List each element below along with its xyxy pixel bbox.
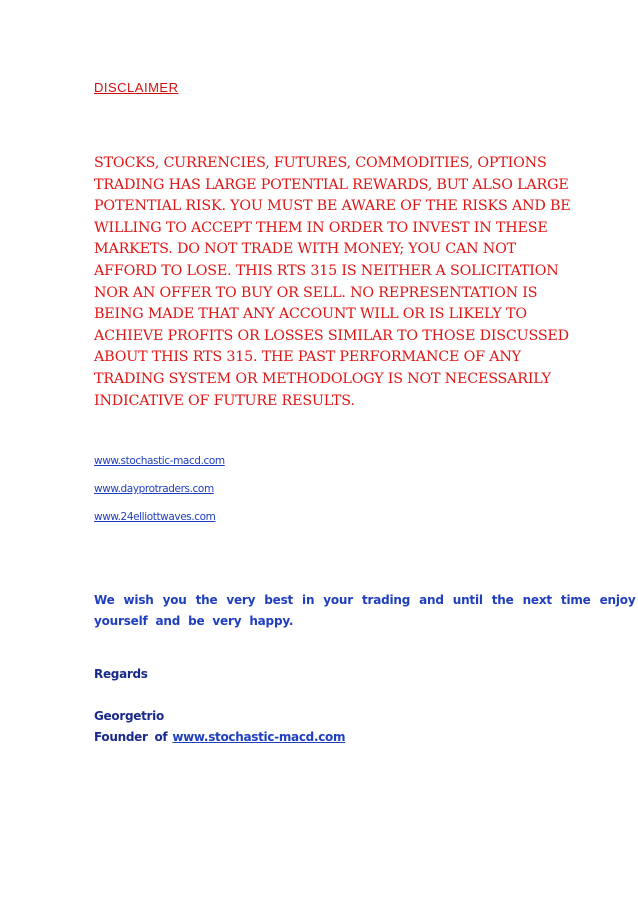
link-item xyxy=(94,502,225,530)
disclaimer-line: ACHIEVE PROFITS OR LOSSES SIMILAR TO THOSE DISCUSSED xyxy=(94,327,569,344)
disclaimer-line: AFFORD TO LOSE. THIS RTS 315 IS NEITHER A SOLICITATION xyxy=(94,262,559,279)
disclaimer-line: ABOUT THIS RTS 315. THE PAST PERFORMANCE OF ANY xyxy=(94,349,521,366)
disclaimer-line: TRADING HAS LARGE POTENTIAL REWARDS, BUT ALSO LARGE xyxy=(94,176,569,193)
founder-line xyxy=(94,727,345,748)
disclaimer-line: NOR AN OFFER TO BUY OR SELL. NO REPRESENTATION IS xyxy=(94,284,538,301)
regards-text: Regards xyxy=(94,667,148,681)
dayprotraders-link[interactable]: www.dayprotraders.com xyxy=(94,483,214,495)
disclaimer-line: TRADING SYSTEM OR METHODOLOGY IS NOT NECESSARILY xyxy=(94,370,551,387)
disclaimer-line: MARKETS. DO NOT TRADE WITH MONEY; YOU CAN NOT xyxy=(94,241,516,258)
link-item xyxy=(94,474,225,502)
disclaimer-line: INDICATIVE OF FUTURE RESULTS. xyxy=(94,392,355,409)
closing-message xyxy=(94,590,636,632)
disclaimer-line: WILLING TO ACCEPT THEM IN ORDER TO INVEST IN THESE xyxy=(94,219,548,236)
website-links xyxy=(94,446,225,530)
disclaimer-line: POTENTIAL RISK. YOU MUST BE AWARE OF THE RISKS AND BE xyxy=(94,198,571,215)
disclaimer-heading: DISCLAIMER xyxy=(94,80,179,95)
founder-label: Founder of xyxy=(94,730,168,744)
disclaimer-line: BEING MADE THAT ANY ACCOUNT WILL OR IS LIKELY TO xyxy=(94,306,527,323)
24elliottwaves-link[interactable]: www.24elliottwaves.com xyxy=(94,511,216,523)
closing-line: We wish you the very best in your trading and until the next time enjoy xyxy=(94,593,636,607)
disclaimer-line: STOCKS, CURRENCIES, FUTURES, COMMODITIES, OPTIONS xyxy=(94,155,547,171)
closing-line: yourself and be very happy. xyxy=(94,614,294,628)
signature-block xyxy=(94,706,345,748)
disclaimer-text xyxy=(94,153,571,412)
founder-link[interactable]: www.stochastic-macd.com xyxy=(172,730,346,744)
link-item xyxy=(94,446,225,474)
stochastic-macd-link[interactable]: www.stochastic-macd.com xyxy=(94,455,225,467)
signature-name: Georgetrio xyxy=(94,709,164,723)
